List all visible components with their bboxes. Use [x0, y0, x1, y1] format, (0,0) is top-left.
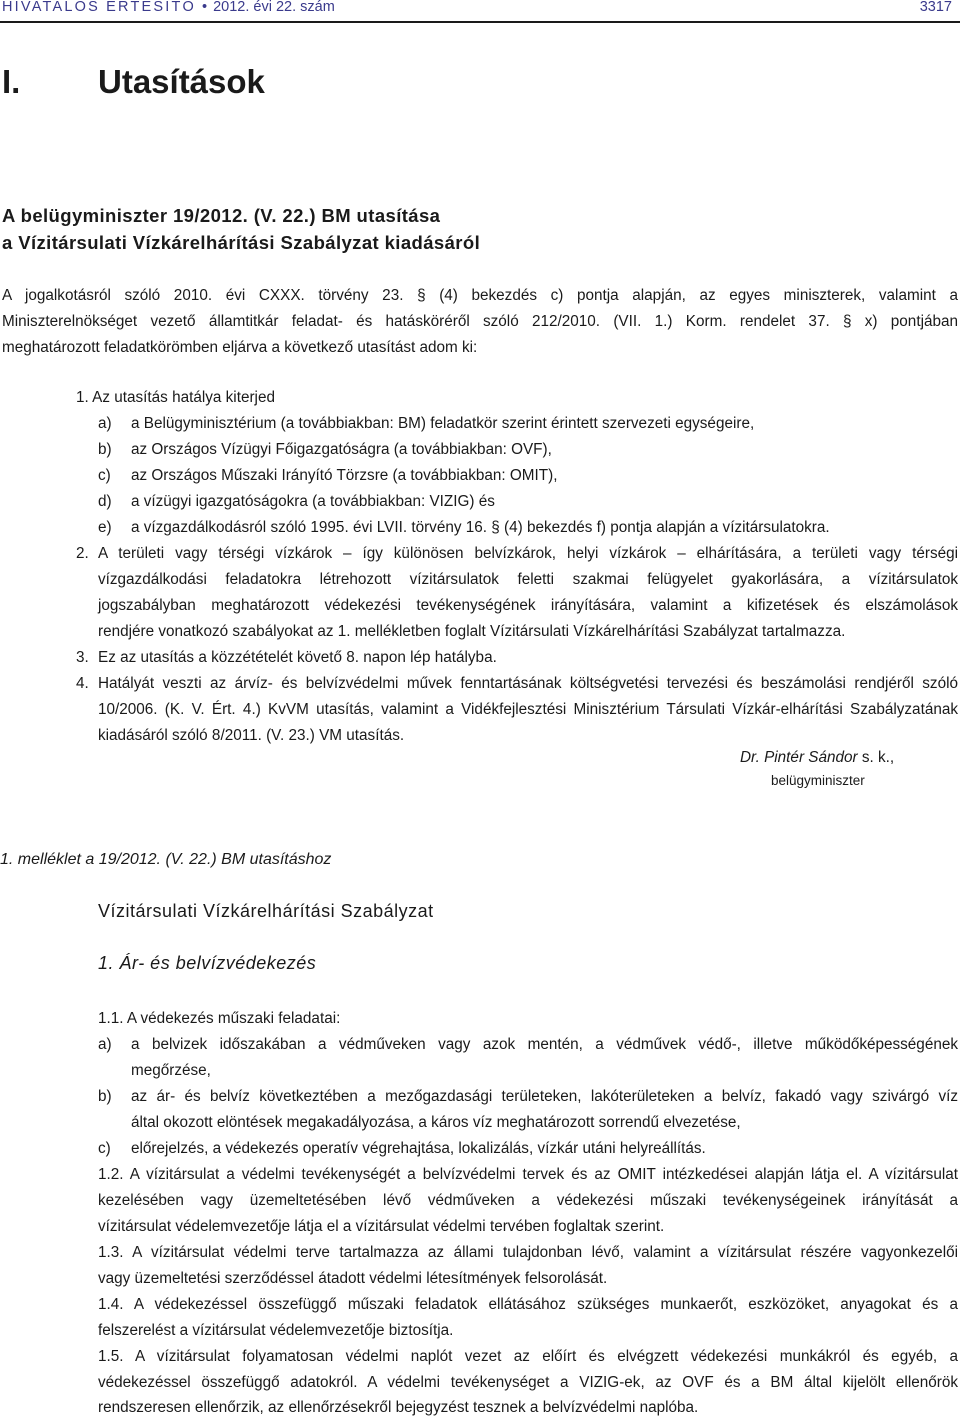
chapter-heading: 1. Ár- és belvízvédekezés — [98, 953, 317, 973]
list-label: a) — [98, 415, 112, 432]
bullet-separator: • — [202, 0, 208, 15]
subsection-1-5-line: 1.5. A vízitársulat folyamatosan védelmi naplót vezet az előírt és elvégzett védekezési munkákról és egyéb, a — [98, 1348, 958, 1365]
preamble-line: meghatározott feladatkörömben eljárva a következő utasítást adom ki: — [2, 339, 478, 356]
subsection-1-5-line: rendszeresen ellenőrzik, az ellenőrzésekről bejegyzést tesznek a belvízvédelmi naplóba. — [98, 1399, 699, 1416]
list-label: a) — [98, 1036, 112, 1053]
list-item: az Országos Műszaki Irányító Törzsre (a továbbiakban: OMIT), — [131, 467, 558, 484]
publication-title: HIVATALOS ÉRTESÍTŐ • 2012. évi 22. szám — [2, 0, 335, 15]
subsection-1-2-line: 1.2. A vízitársulat a védelmi tevékenységét a belvízvédelmi tervek és az OMIT intézkedései alapján látja el. A vízitársulat — [98, 1166, 958, 1183]
list-item-line: előrejelzés, a védekezés operatív végrehajtása, lokalizálás, vízkár utáni helyreállítás. — [131, 1140, 706, 1157]
point-2-line: vízgazdálkodási feladatokra létrehozott vízitársulatok feletti szakmai felügyelet gyakorlására, a vízitársulatok — [98, 571, 958, 588]
subsection-1-4-line: 1.4. A védekezéssel összefüggő műszaki feladatok ellátásához szükséges munkaerőt, eszközöket, anyagokat és a — [98, 1296, 958, 1313]
list-label: e) — [98, 519, 112, 536]
list-item: a vízügyi igazgatóságokra (a továbbiakban: VIZIG) és — [131, 493, 495, 510]
signature-role: belügyminiszter — [771, 773, 865, 788]
list-item-line: megőrzése, — [131, 1062, 211, 1079]
section-number: I. — [2, 63, 21, 100]
instruction-title-line-1: A belügyminiszter 19/2012. (V. 22.) BM utasítása — [2, 205, 441, 226]
subsection-1-3-line: 1.3. A vízitársulat védelmi terve tartalmazza az állami tulajdonban lévő, valamint a vízitársulat részére vagyonkezelői — [98, 1244, 958, 1261]
point-4-line: 10/2006. (K. V. Ért. 4.) KvVM utasítás, valamint a Vidékfejlesztési Minisztérium Társulati Vízkár-elhárítási Szabályzatának — [98, 701, 958, 718]
point-2-line: jogszabályban meghatározott védekezési tevékenységének irányítására, valamint a kifizetések és elszámolások — [98, 597, 958, 614]
list-item-line: által okozott elöntések megakadályozása, a káros víz meghatározott sorrendű elvezetése, — [131, 1114, 741, 1131]
list-label: d) — [98, 493, 112, 510]
instruction-title-line-2: a Vízitársulati Vízkárelhárítási Szabályzat kiadásáról — [2, 232, 481, 253]
list-label: c) — [98, 467, 111, 484]
subsection-1-5-line: védekezéssel összefüggő adatokról. A védelmi tevékenységet a VIZIG-ek, az OVF és a BM által kijelölt ellenőrök — [98, 1374, 958, 1391]
page-number: 3317 — [919, 0, 952, 15]
point-4-line: kiadásáról szóló 8/2011. (V. 23.) VM utasítás. — [98, 727, 405, 744]
issue-number: 2012. évi 22. szám — [213, 0, 335, 15]
subsection-1-4-line: felszerelést a vízitársulat védelemvezetője biztosítja. — [98, 1322, 454, 1339]
list-label: b) — [98, 441, 112, 458]
annex-heading: 1. melléklet a 19/2012. (V. 22.) BM utasításhoz — [0, 851, 332, 868]
point-1-intro: 1. Az utasítás hatálya kiterjed — [76, 389, 275, 406]
signature-name: Dr. Pintér Sándor s. k., — [740, 749, 895, 766]
running-header — [0, 0, 960, 16]
section-heading — [2, 63, 265, 101]
subsection-1-2-line: vízitársulat védelemvezetője látja el a vízitársulat védelmi tervében foglaltak szerint. — [98, 1218, 665, 1235]
point-2-line: rendjére vonatkozó szabályokat az 1. mellékletben foglalt Vízitársulati Vízkárelhárítási Szabályzat tartalmazza. — [98, 623, 846, 640]
regulation-title: Vízitársulati Vízkárelhárítási Szabályzat — [98, 901, 434, 921]
subsection-1-3-line: vagy üzemeltetési szerződéssel átadott védelmi létesítmények felsorolását. — [98, 1270, 608, 1287]
subsection-1-2-line: kezelésében vagy üzemeltetésében lévő védműveken a védekezési műszaki tevékenységeinek irányítását a — [98, 1192, 958, 1209]
point-label: 2. — [76, 545, 89, 562]
list-item: a Belügyminisztérium (a továbbiakban: BM) feladatkör szerint érintett szervezeti egységeire, — [131, 415, 755, 432]
list-item-line: a belvizek időszakában a védműveken vagy azok mentén, a védművek védő-, illetve működőképességének — [131, 1036, 958, 1053]
list-label: c) — [98, 1140, 111, 1157]
list-item: az Országos Vízügyi Főigazgatóságra (a továbbiakban: OVF), — [131, 441, 552, 458]
section-title: Utasítások — [98, 63, 265, 100]
subsection-1-1-intro: 1.1. A védekezés műszaki feladatai: — [98, 1010, 341, 1027]
list-label: b) — [98, 1088, 112, 1105]
preamble-line: Miniszterelnökséget vezető államtitkár feladat- és hatásköréről szóló 212/2010. (VII. 1.) Korm. rendelet 37. § x) pontjában — [2, 313, 958, 330]
header-rule — [0, 21, 960, 23]
point-label: 3. — [76, 649, 89, 666]
list-item-line: az ár- és belvíz következtében a mezőgazdasági területeken, lakóterületeken a belvíz, fakadó vagy szivárgó víz — [131, 1088, 958, 1105]
point-4-line: Hatályát veszti az árvíz- és belvízvédelmi művek fenntartásának költségvetési tervezési és beszámolási rendjéről szóló — [98, 675, 958, 692]
point-2-line: A területi vagy térségi vízkárok – így különösen belvízkárok, helyi vízkárok – elhárítására, a területi vagy térségi — [98, 545, 958, 562]
point-3-text: Ez az utasítás a közzétételét követő 8. napon lép hatályba. — [98, 649, 497, 666]
preamble-line: A jogalkotásról szóló 2010. évi CXXX. törvény 23. § (4) bekezdés c) pontja alapján, az egyes miniszterek, valamint a — [2, 287, 958, 304]
point-label: 4. — [76, 675, 89, 692]
list-item: a vízgazdálkodásról szóló 1995. évi LVII. törvény 16. § (4) bekezdés f) pontja alapján a vízitársulatokra. — [131, 519, 830, 536]
